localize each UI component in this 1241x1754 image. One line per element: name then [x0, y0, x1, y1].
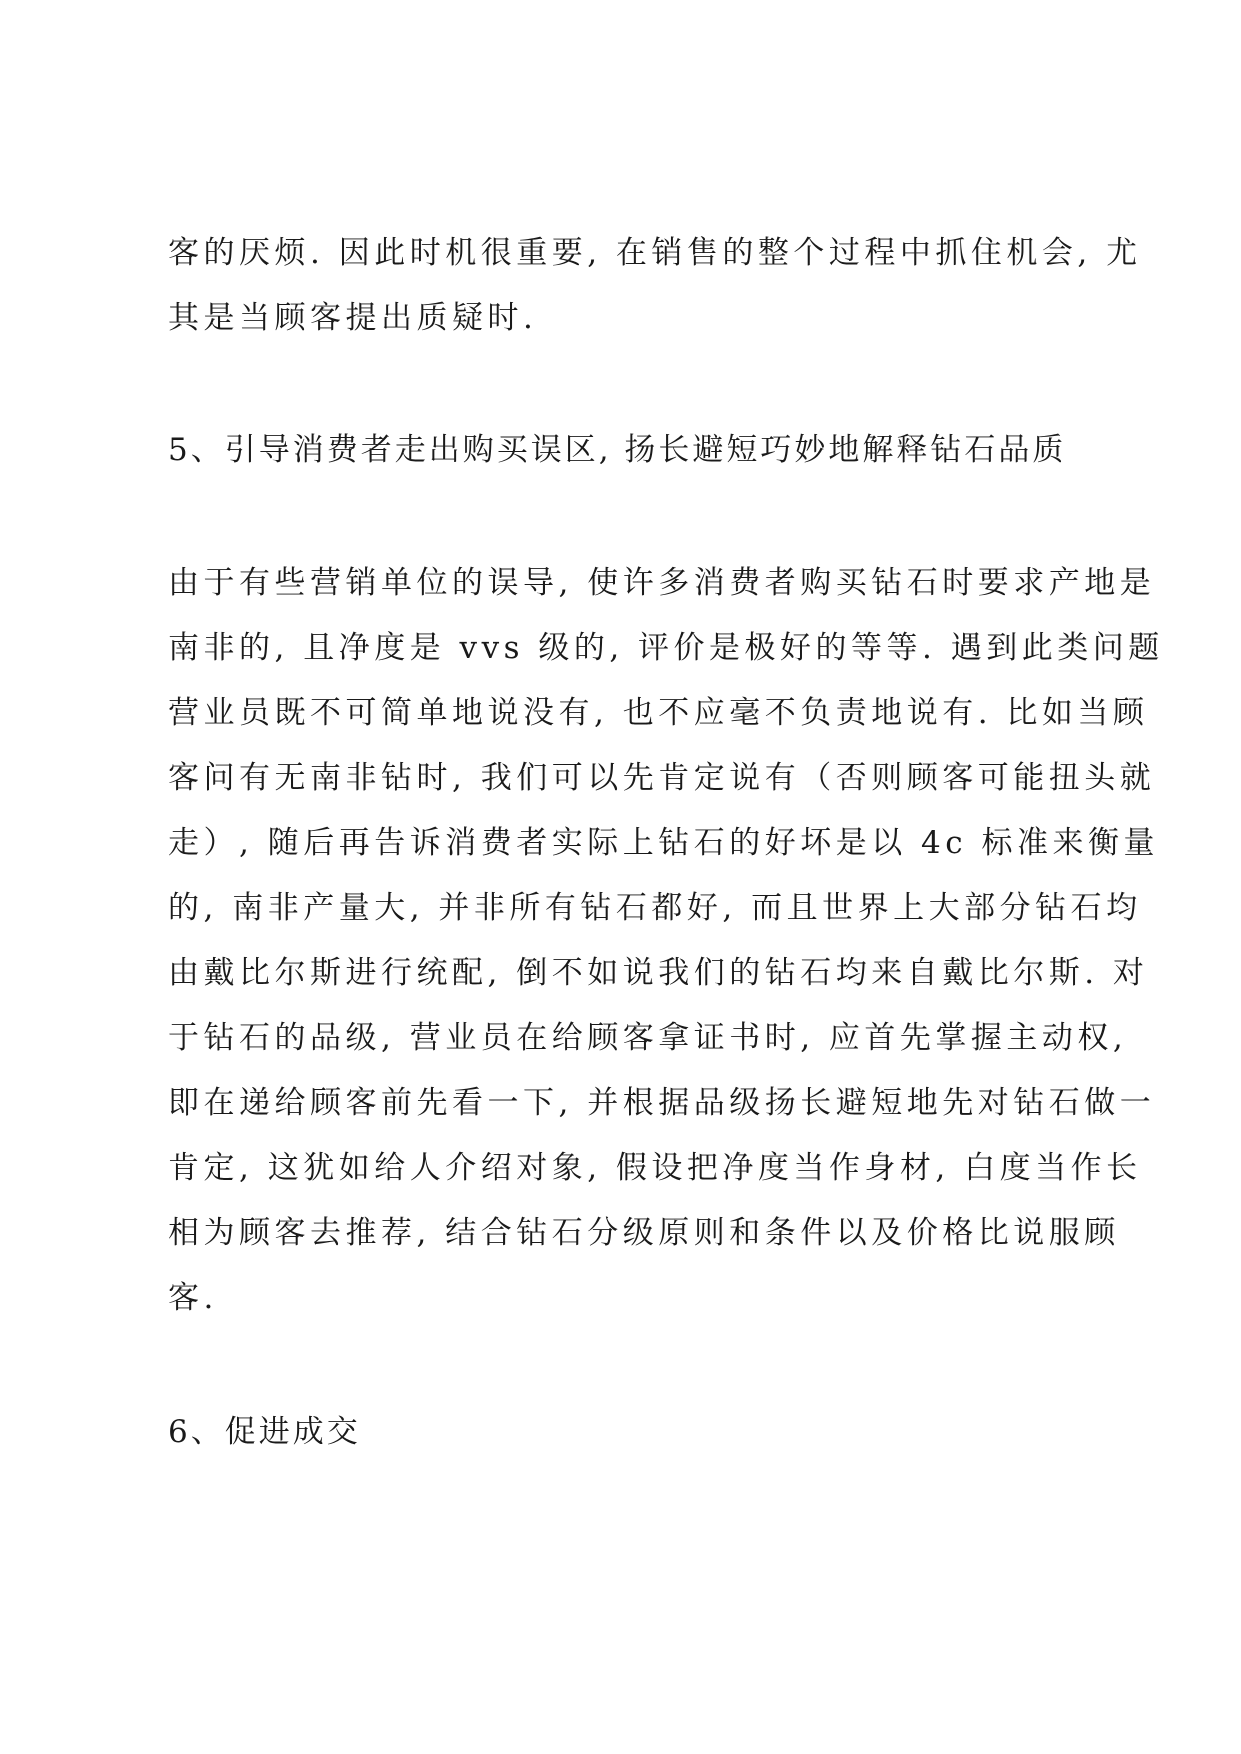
- intro-line-1: 客的厌烦. 因此时机很重要, 在销售的整个过程中抓住机会, 尤: [168, 235, 1142, 271]
- section-5-line-12: 客.: [168, 1280, 218, 1316]
- section-5-line-1: 由于有些营销单位的误导, 使许多消费者购买钻石时要求产地是: [168, 565, 1156, 601]
- section-5-heading: 5、引导消费者走出购买误区, 扬长避短巧妙地解释钻石品质: [168, 432, 1067, 468]
- section-6-heading: 6、促进成交: [168, 1414, 361, 1450]
- intro-line-2: 其是当顾客提出质疑时.: [168, 300, 538, 336]
- section-5-line-2: 南非的, 且净度是 vvs 级的, 评价是极好的等等. 遇到此类问题: [168, 630, 1164, 666]
- section-5-line-10: 肯定, 这犹如给人介绍对象, 假设把净度当作身材, 白度当作长: [168, 1150, 1142, 1186]
- section-5-line-8: 于钻石的品级, 营业员在给顾客拿证书时, 应首先掌握主动权,: [168, 1020, 1128, 1056]
- section-5-line-3: 营业员既不可简单地说没有, 也不应毫不负责地说有. 比如当顾: [168, 695, 1149, 731]
- section-5-line-4: 客问有无南非钻时, 我们可以先肯定说有（否则顾客可能扭头就: [168, 760, 1156, 796]
- section-5-line-6: 的, 南非产量大, 并非所有钻石都好, 而且世界上大部分钻石均: [168, 890, 1142, 926]
- section-5-line-5: 走）, 随后再告诉消费者实际上钻石的好坏是以 4c 标准来衡量: [168, 825, 1159, 861]
- section-5-line-9: 即在递给顾客前先看一下, 并根据品级扬长避短地先对钻石做一: [168, 1085, 1156, 1121]
- section-5-line-7: 由戴比尔斯进行统配, 倒不如说我们的钻石均来自戴比尔斯. 对: [168, 955, 1149, 991]
- section-5-line-11: 相为顾客去推荐, 结合钻石分级原则和条件以及价格比说服顾: [168, 1215, 1120, 1251]
